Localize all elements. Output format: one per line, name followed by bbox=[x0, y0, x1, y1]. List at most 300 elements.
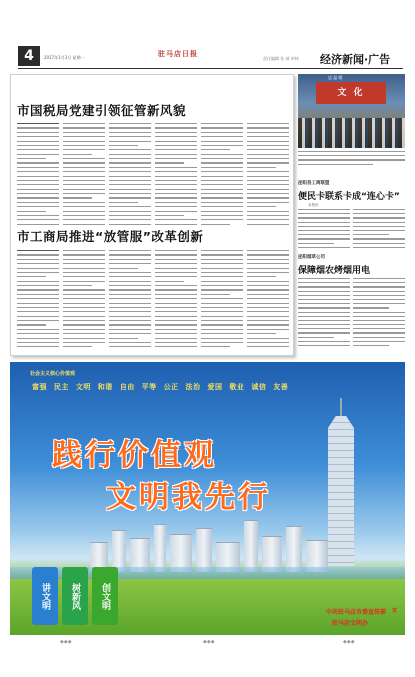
text-line bbox=[298, 238, 350, 239]
text-line bbox=[17, 176, 59, 177]
ad-slogan-line-2: 文明我先行 bbox=[106, 480, 271, 515]
paper-logo: 驻马店日报 bbox=[158, 49, 198, 58]
text-line bbox=[63, 180, 105, 181]
text-line bbox=[63, 276, 105, 277]
text-line bbox=[155, 224, 197, 225]
text-line bbox=[63, 303, 105, 304]
text-line bbox=[109, 219, 151, 220]
text-line bbox=[247, 215, 289, 216]
text-line bbox=[17, 193, 59, 194]
photo-top-text: 送 温 暖 bbox=[328, 75, 343, 80]
text-line bbox=[109, 272, 151, 273]
text-line bbox=[247, 180, 289, 181]
text-line bbox=[63, 141, 105, 142]
text-line bbox=[247, 320, 289, 321]
sub-headline-1: 便民卡联系卡成“连心卡” bbox=[298, 192, 400, 202]
text-line bbox=[353, 324, 405, 325]
article-2-headline: 市工商局推进“放管服”改革创新 bbox=[17, 229, 204, 244]
text-line bbox=[155, 254, 197, 255]
text-line bbox=[17, 268, 59, 269]
text-line bbox=[247, 250, 289, 251]
text-line bbox=[298, 222, 350, 223]
text-line bbox=[155, 154, 197, 155]
article-1-column bbox=[109, 123, 151, 225]
text-line bbox=[155, 193, 197, 194]
text-line bbox=[298, 164, 373, 165]
text-line bbox=[201, 154, 243, 155]
text-line bbox=[298, 282, 350, 283]
article-2-body bbox=[17, 250, 289, 347]
text-line bbox=[247, 338, 289, 339]
text-line bbox=[155, 189, 197, 190]
text-line bbox=[63, 298, 105, 299]
text-line bbox=[17, 329, 59, 330]
text-line bbox=[247, 316, 289, 317]
text-line bbox=[63, 289, 105, 290]
text-line bbox=[247, 184, 289, 185]
text-line bbox=[17, 162, 59, 163]
text-line bbox=[155, 149, 197, 150]
text-line bbox=[155, 263, 197, 264]
core-values-text: 富强 民主 文明 和谐 自由 平等 公正 法治 爱国 敬业 诚信 友善 bbox=[32, 383, 289, 391]
text-line bbox=[17, 254, 59, 255]
text-line bbox=[353, 291, 405, 292]
text-line bbox=[155, 145, 197, 146]
text-line bbox=[201, 281, 243, 282]
text-line bbox=[353, 238, 405, 239]
text-line bbox=[155, 162, 184, 163]
text-line bbox=[298, 213, 350, 214]
text-line bbox=[353, 312, 405, 313]
building bbox=[154, 524, 166, 572]
text-line bbox=[17, 346, 59, 347]
text-line bbox=[63, 123, 105, 124]
text-line bbox=[247, 342, 289, 343]
text-line bbox=[17, 202, 59, 203]
text-line bbox=[247, 263, 289, 264]
text-line bbox=[298, 312, 350, 313]
photo-crowd bbox=[298, 118, 405, 148]
text-line bbox=[247, 132, 289, 133]
ad-sign: 树新风 bbox=[62, 567, 88, 625]
text-line bbox=[155, 123, 197, 124]
ad-slogan-line-1: 践行价值观 bbox=[52, 438, 217, 473]
text-line bbox=[155, 250, 197, 251]
text-line bbox=[247, 272, 289, 273]
text-line bbox=[247, 303, 289, 304]
text-line bbox=[247, 219, 289, 220]
text-line bbox=[201, 127, 243, 128]
text-line bbox=[17, 320, 59, 321]
text-line bbox=[17, 145, 59, 146]
text-line bbox=[109, 250, 151, 251]
text-line bbox=[63, 338, 105, 339]
text-line bbox=[109, 324, 151, 325]
photo-caption bbox=[298, 151, 405, 165]
text-line bbox=[298, 295, 350, 296]
text-line bbox=[353, 332, 405, 333]
text-line bbox=[247, 254, 289, 255]
text-line bbox=[298, 328, 350, 329]
footer-mark-center: ◆◆◆ bbox=[203, 639, 215, 645]
text-line bbox=[247, 289, 289, 290]
text-line bbox=[247, 206, 276, 207]
text-line bbox=[17, 250, 59, 251]
text-line bbox=[155, 294, 197, 295]
text-line bbox=[155, 333, 197, 334]
text-line bbox=[17, 338, 59, 339]
text-line bbox=[17, 215, 59, 216]
text-line bbox=[63, 211, 105, 212]
text-line bbox=[109, 206, 151, 207]
text-line bbox=[298, 341, 350, 342]
page-number: 4 bbox=[18, 46, 40, 66]
text-line bbox=[155, 281, 184, 282]
text-line bbox=[109, 259, 151, 260]
text-line bbox=[201, 202, 243, 203]
text-line bbox=[353, 222, 405, 223]
text-line bbox=[109, 162, 151, 163]
text-line bbox=[201, 329, 243, 330]
ad-sign: 讲文明 bbox=[32, 567, 58, 625]
text-line bbox=[353, 209, 405, 210]
text-line bbox=[353, 316, 405, 317]
text-line bbox=[201, 184, 243, 185]
text-line bbox=[155, 202, 197, 203]
text-line bbox=[201, 254, 243, 255]
ad-organizer-2: 驻马店文明办 bbox=[332, 620, 369, 627]
text-line bbox=[298, 320, 350, 321]
text-line bbox=[298, 307, 350, 308]
text-line bbox=[201, 263, 243, 264]
main-news-box bbox=[10, 74, 294, 356]
text-line bbox=[298, 155, 405, 156]
sub-article-2-body bbox=[298, 278, 405, 346]
text-line bbox=[353, 234, 389, 235]
text-line bbox=[17, 136, 59, 137]
text-line bbox=[63, 189, 105, 190]
text-line bbox=[155, 272, 197, 273]
text-line bbox=[247, 171, 289, 172]
text-line bbox=[201, 259, 243, 260]
text-line bbox=[63, 162, 105, 163]
header-rule bbox=[18, 68, 403, 69]
text-line bbox=[298, 226, 350, 227]
text-line bbox=[353, 307, 389, 308]
article-1-column bbox=[17, 123, 59, 225]
article-1-column bbox=[201, 123, 243, 225]
text-line bbox=[247, 127, 289, 128]
text-line bbox=[353, 320, 405, 321]
news-photo bbox=[298, 74, 405, 148]
text-line bbox=[201, 303, 243, 304]
text-line bbox=[247, 294, 289, 295]
text-line bbox=[353, 299, 405, 300]
text-line bbox=[63, 333, 105, 334]
text-line bbox=[353, 243, 405, 244]
text-line bbox=[298, 286, 350, 287]
text-line bbox=[17, 141, 59, 142]
text-line bbox=[109, 224, 151, 225]
text-line bbox=[17, 303, 59, 304]
text-line bbox=[109, 154, 151, 155]
text-line bbox=[109, 346, 151, 347]
text-line bbox=[109, 123, 151, 124]
text-line bbox=[247, 202, 289, 203]
text-line bbox=[155, 268, 197, 269]
text-line bbox=[109, 342, 151, 343]
ad-organizer-1: 中共驻马店市委宣传部 bbox=[326, 609, 387, 616]
text-line bbox=[63, 206, 105, 207]
text-line bbox=[109, 307, 151, 308]
article-1-body bbox=[17, 123, 289, 225]
text-line bbox=[247, 346, 289, 347]
article-1-column bbox=[247, 123, 289, 225]
text-line bbox=[155, 176, 197, 177]
text-line bbox=[63, 285, 92, 286]
text-line bbox=[63, 224, 105, 225]
text-line bbox=[353, 295, 405, 296]
text-line bbox=[247, 149, 289, 150]
tower-spire bbox=[340, 398, 342, 418]
section-label-2: 泌阳烟草公司 bbox=[298, 255, 325, 260]
text-line bbox=[201, 167, 243, 168]
text-line bbox=[247, 158, 289, 159]
text-line bbox=[109, 338, 138, 339]
text-line bbox=[247, 123, 289, 124]
text-line bbox=[201, 250, 243, 251]
text-line bbox=[353, 217, 405, 218]
text-line bbox=[109, 176, 151, 177]
text-line bbox=[17, 224, 59, 225]
text-line bbox=[17, 281, 59, 282]
text-line bbox=[63, 176, 105, 177]
text-line bbox=[298, 209, 350, 210]
text-line bbox=[201, 180, 243, 181]
text-line bbox=[17, 311, 59, 312]
text-line bbox=[63, 202, 105, 203]
text-line bbox=[109, 268, 138, 269]
text-line bbox=[155, 303, 197, 304]
text-line bbox=[63, 250, 105, 251]
building bbox=[112, 530, 126, 572]
text-line bbox=[63, 184, 105, 185]
text-line bbox=[109, 294, 151, 295]
text-line bbox=[298, 345, 350, 346]
text-line bbox=[201, 193, 243, 194]
text-line bbox=[298, 247, 350, 248]
ad-mark: 宣 bbox=[392, 608, 398, 614]
text-line bbox=[298, 278, 350, 279]
text-line bbox=[63, 154, 92, 155]
text-line bbox=[17, 272, 59, 273]
text-line bbox=[17, 189, 59, 190]
building bbox=[286, 526, 302, 572]
text-line bbox=[247, 145, 289, 146]
text-line bbox=[201, 298, 243, 299]
text-line bbox=[17, 132, 59, 133]
text-line bbox=[109, 193, 151, 194]
text-line bbox=[201, 162, 243, 163]
text-line bbox=[201, 123, 243, 124]
text-line bbox=[353, 337, 405, 338]
text-line bbox=[155, 276, 197, 277]
text-line bbox=[17, 197, 59, 198]
text-line bbox=[109, 197, 151, 198]
text-line bbox=[109, 298, 151, 299]
footer-mark-right: ◆◆◆ bbox=[343, 639, 355, 645]
text-line bbox=[109, 132, 151, 133]
text-line bbox=[109, 136, 151, 137]
text-line bbox=[155, 180, 197, 181]
text-line bbox=[353, 328, 405, 329]
text-line bbox=[247, 281, 289, 282]
text-line bbox=[155, 316, 197, 317]
text-line bbox=[298, 299, 350, 300]
text-line bbox=[247, 154, 289, 155]
text-line bbox=[63, 263, 105, 264]
text-line bbox=[201, 307, 243, 308]
text-line bbox=[201, 197, 243, 198]
text-line bbox=[353, 282, 405, 283]
text-line bbox=[63, 219, 105, 220]
text-line bbox=[201, 141, 243, 142]
text-line bbox=[155, 219, 197, 220]
photo-banner: 文 化 bbox=[316, 82, 386, 104]
text-line bbox=[109, 189, 151, 190]
text-line bbox=[201, 324, 243, 325]
text-line bbox=[247, 162, 289, 163]
text-line bbox=[155, 311, 197, 312]
text-line bbox=[63, 215, 105, 216]
text-line bbox=[17, 219, 59, 220]
text-line bbox=[63, 132, 105, 133]
text-line bbox=[155, 215, 184, 216]
text-line bbox=[63, 307, 105, 308]
text-line bbox=[63, 197, 92, 198]
footer-mark-left: ◆◆◆ bbox=[60, 639, 72, 645]
text-line bbox=[201, 294, 230, 295]
text-line bbox=[17, 307, 59, 308]
text-line bbox=[109, 145, 138, 146]
text-line bbox=[17, 298, 59, 299]
text-line bbox=[155, 346, 197, 347]
text-line bbox=[63, 324, 105, 325]
text-line bbox=[247, 298, 289, 299]
text-line bbox=[109, 158, 151, 159]
text-line bbox=[155, 167, 197, 168]
text-line bbox=[63, 320, 105, 321]
text-line bbox=[155, 206, 197, 207]
text-line bbox=[298, 324, 350, 325]
text-line bbox=[109, 276, 151, 277]
text-line bbox=[201, 136, 243, 137]
text-line bbox=[247, 307, 289, 308]
text-line bbox=[247, 333, 276, 334]
text-line bbox=[155, 259, 197, 260]
text-line bbox=[247, 176, 289, 177]
text-line bbox=[353, 230, 405, 231]
text-line bbox=[155, 307, 197, 308]
text-line bbox=[63, 311, 105, 312]
text-line bbox=[17, 324, 46, 325]
text-line bbox=[201, 219, 243, 220]
text-line bbox=[201, 320, 243, 321]
text-line bbox=[298, 303, 350, 304]
article-2-column bbox=[155, 250, 197, 347]
text-line bbox=[201, 272, 243, 273]
text-line bbox=[63, 259, 105, 260]
article-2-column bbox=[17, 250, 59, 347]
text-line bbox=[17, 127, 59, 128]
text-line bbox=[63, 136, 105, 137]
text-line bbox=[17, 184, 59, 185]
text-line bbox=[247, 311, 289, 312]
text-line bbox=[247, 324, 289, 325]
text-line bbox=[247, 193, 289, 194]
text-line bbox=[17, 154, 59, 155]
text-line bbox=[298, 217, 350, 218]
text-line bbox=[17, 149, 59, 150]
text-line bbox=[17, 285, 59, 286]
article-1-column bbox=[63, 123, 105, 225]
article-2-column bbox=[201, 250, 243, 347]
text-line bbox=[201, 289, 243, 290]
text-line bbox=[109, 127, 151, 128]
sub-headline-2: 保障烟农烤烟用电 bbox=[298, 266, 371, 276]
text-line bbox=[155, 298, 197, 299]
text-line bbox=[109, 333, 151, 334]
text-line bbox=[298, 332, 350, 333]
building bbox=[244, 520, 258, 572]
text-line bbox=[155, 171, 197, 172]
text-line bbox=[63, 316, 105, 317]
text-line bbox=[109, 215, 151, 216]
text-line bbox=[353, 303, 405, 304]
text-line bbox=[201, 285, 243, 286]
text-line bbox=[155, 141, 197, 142]
text-line bbox=[155, 158, 197, 159]
text-line bbox=[201, 333, 243, 334]
text-line bbox=[109, 281, 151, 282]
text-line bbox=[17, 276, 46, 277]
landmark-tower bbox=[328, 416, 354, 566]
text-line bbox=[247, 136, 289, 137]
text-line bbox=[17, 158, 46, 159]
ad-sign: 创文明 bbox=[92, 567, 118, 625]
text-line bbox=[63, 342, 105, 343]
text-line bbox=[109, 311, 151, 312]
text-line bbox=[247, 189, 289, 190]
text-line bbox=[353, 213, 405, 214]
text-line bbox=[155, 324, 197, 325]
text-line bbox=[247, 167, 276, 168]
text-line bbox=[247, 224, 289, 225]
section-label-1: 泌阳县工商联盟 bbox=[298, 181, 330, 186]
text-line bbox=[201, 316, 243, 317]
text-line bbox=[353, 341, 405, 342]
text-line bbox=[353, 345, 389, 346]
text-line bbox=[201, 311, 243, 312]
text-line bbox=[109, 254, 151, 255]
building bbox=[196, 528, 212, 572]
text-line bbox=[63, 145, 105, 146]
text-line bbox=[63, 167, 105, 168]
article-1-headline: 市国税局党建引领征管新风貌 bbox=[17, 103, 187, 118]
text-line bbox=[201, 268, 243, 269]
text-line bbox=[247, 268, 289, 269]
text-line bbox=[353, 247, 405, 248]
